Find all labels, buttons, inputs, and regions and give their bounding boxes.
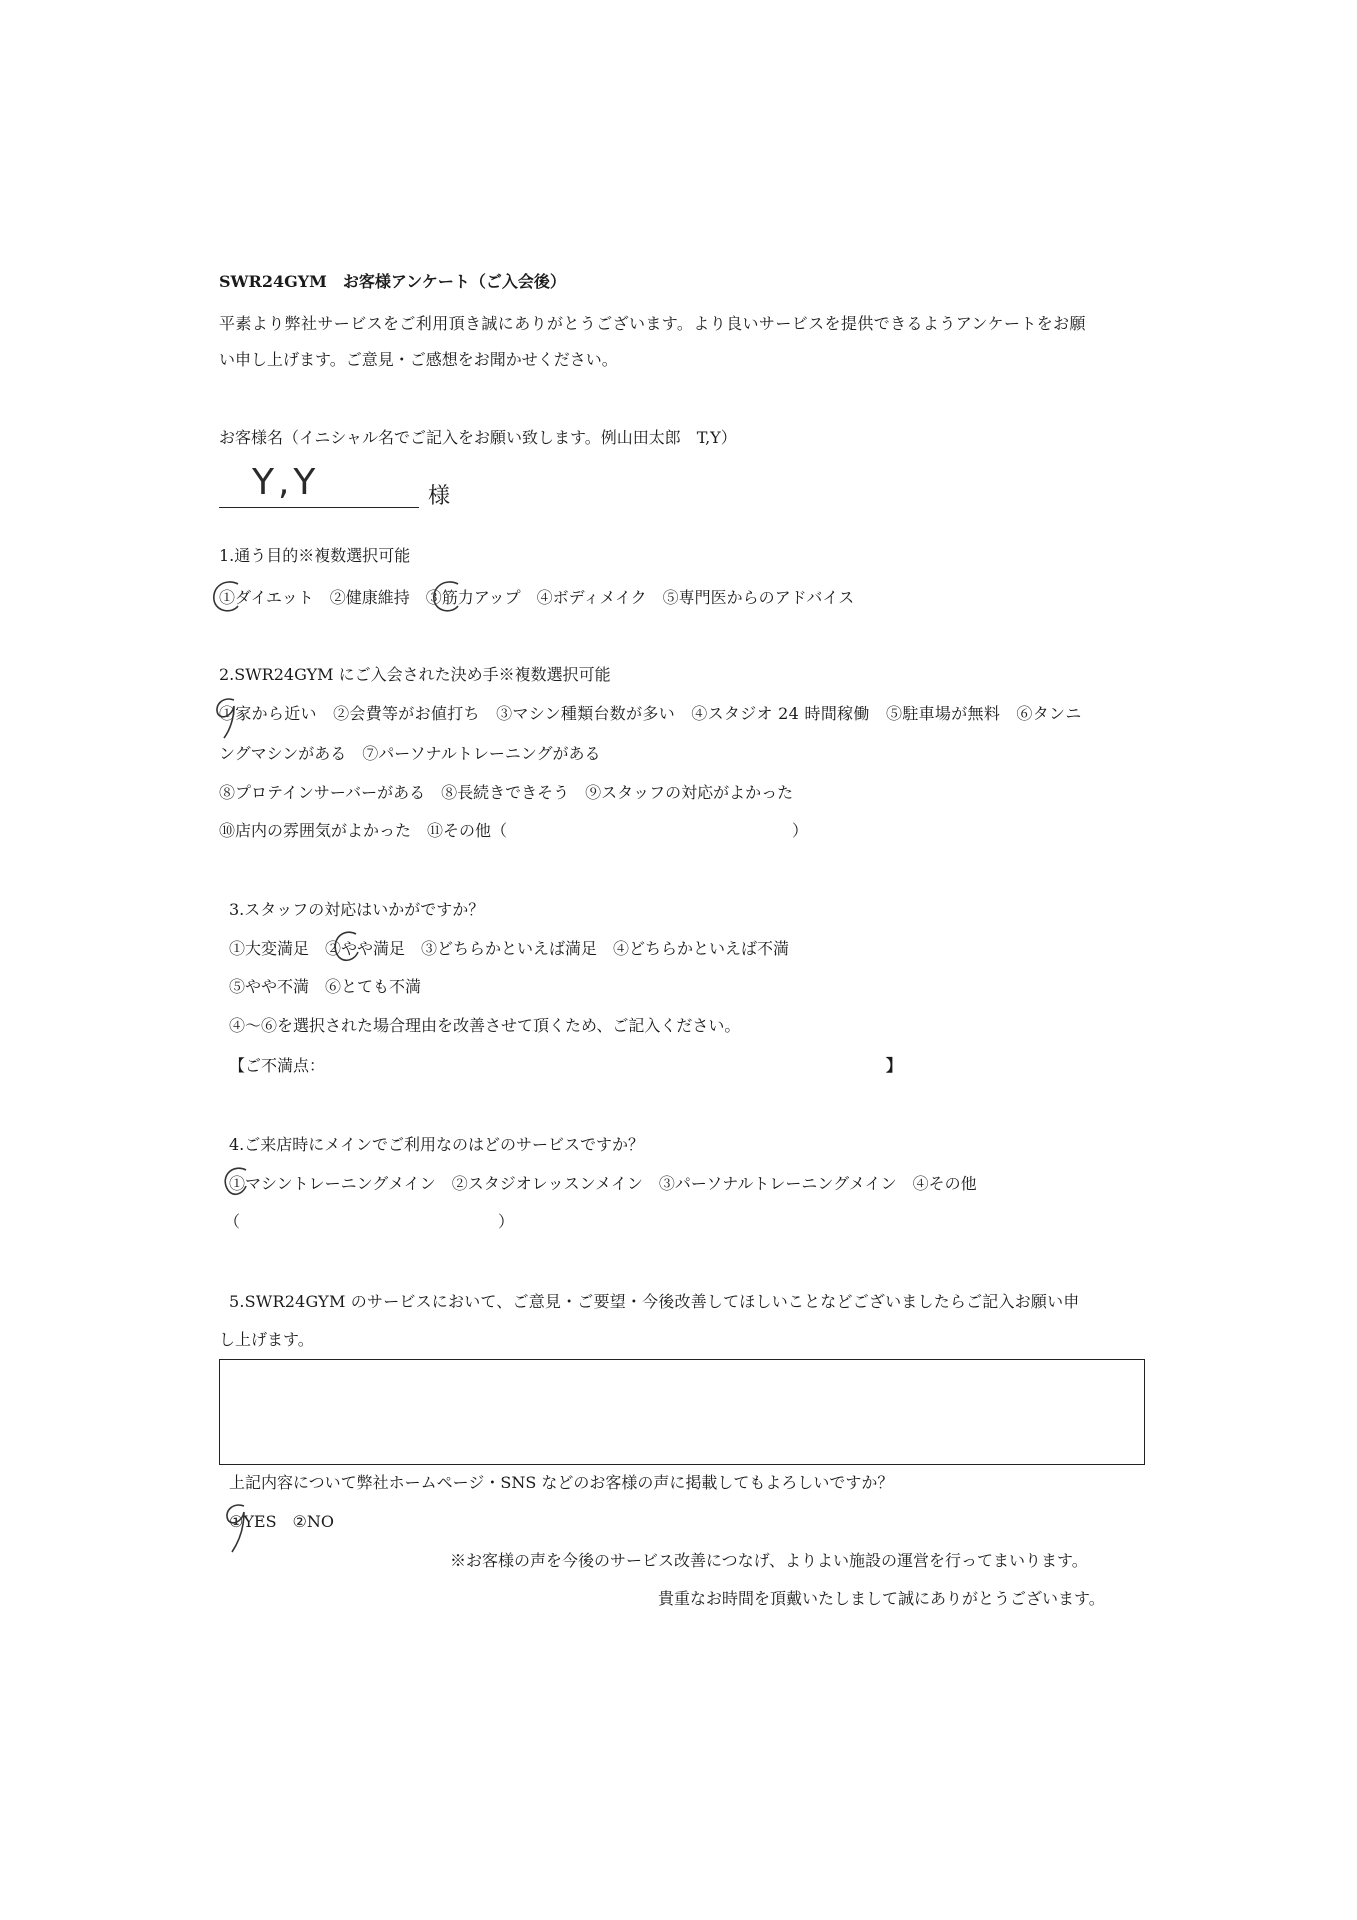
- q3-options-line-1[interactable]: ①大変満足 ②やや満足 ③どちらかといえば満足 ④どちらかといえば不満: [229, 939, 790, 958]
- q1-options[interactable]: ①ダイエット ②健康維持 ③筋力アップ ④ボディメイク ⑤専門医からのアドバイス: [219, 588, 855, 607]
- q3-complaint-open: 【ご不満点：: [229, 1056, 326, 1075]
- customer-name-label: お客様名（イニシャル名でご記入をお願い致します。例山田太郎 T,Y）: [219, 428, 737, 447]
- intro-line-1: 平素より弊社サービスをご利用頂き誠にありがとうございます。より良いサービスを提供できるようアンケートをお願: [219, 314, 1086, 333]
- q2-options-line-2[interactable]: ングマシンがある ⑦パーソナルトレーニングがある: [219, 744, 601, 763]
- q2-options-line-4[interactable]: ⑩店内の雰囲気がよかった ⑪その他（: [219, 821, 508, 840]
- q1-circle-mark-1: [208, 578, 248, 618]
- q2-options-line-1[interactable]: ①家から近い ②会費等がお値打ち ③マシン種類台数が多い ④スタジオ 24 時間稼働 ⑤駐車場が無料 ⑥タンニ: [219, 704, 1082, 723]
- q4-options[interactable]: ①マシントレーニングメイン ②スタジオレッスンメイン ③パーソナルトレーニングメイン ④その他: [229, 1174, 977, 1193]
- q4-other-close-paren: ）: [498, 1212, 515, 1231]
- customer-name-handwritten[interactable]: Y,Y: [252, 462, 320, 503]
- q3-instruction: ④〜⑥を選択された場合理由を改善させて頂くため、ご記入ください。: [229, 1016, 741, 1035]
- q3-question: 3.スタッフの対応はいかがですか？: [229, 900, 485, 919]
- q1-question: 1.通う目的※複数選択可能: [219, 546, 411, 565]
- q4-other-open-paren: （: [224, 1212, 241, 1231]
- survey-title: SWR24GYM お客様アンケート（ご入会後）: [219, 272, 566, 291]
- q3-options-line-2[interactable]: ⑤やや不満 ⑥とても不満: [229, 977, 422, 996]
- q2-question: 2.SWR24GYM にご入会された決め手※複数選択可能: [219, 665, 611, 684]
- q4-circle-mark-1: [218, 1164, 258, 1204]
- q5-question-line-1: 5.SWR24GYM のサービスにおいて、ご意見・ご要望・今後改善してほしいことなどございましたらご記入お願い申: [229, 1292, 1080, 1311]
- q5-question-line-2: し上げます。: [219, 1330, 314, 1349]
- footer-note: ※お客様の声を今後のサービス改善につなげ、よりよい施設の運営を行ってまいります。: [450, 1551, 1088, 1570]
- customer-name-suffix: 様: [428, 484, 451, 509]
- publish-question: 上記内容について弊社ホームページ・SNS などのお客様の声に掲載してもよろしいですか？: [229, 1473, 894, 1492]
- q2-options-line-3[interactable]: ⑧プロテインサーバーがある ⑧長続きできそう ⑨スタッフの対応がよかった: [219, 783, 794, 802]
- q5-answer-box[interactable]: [219, 1359, 1145, 1465]
- intro-line-2: い申し上げます。ご意見・ご感想をお聞かせください。: [219, 350, 618, 369]
- customer-name-underline: [219, 507, 419, 508]
- publish-options[interactable]: ①YES ②NO: [229, 1512, 335, 1531]
- q1-circle-mark-3: [428, 578, 468, 618]
- footer-thanks: 貴重なお時間を頂戴いたしまして誠にありがとうございます。: [658, 1589, 1105, 1608]
- q2-other-close-paren: ）: [792, 821, 809, 840]
- q3-complaint-close: 】: [886, 1056, 903, 1075]
- q3-circle-mark-2: [328, 928, 368, 968]
- publish-circle-mark-1: [218, 1500, 258, 1560]
- q2-circle-mark-1: [208, 694, 248, 744]
- q4-question: 4.ご来店時にメインでご利用なのはどのサービスですか？: [229, 1135, 644, 1154]
